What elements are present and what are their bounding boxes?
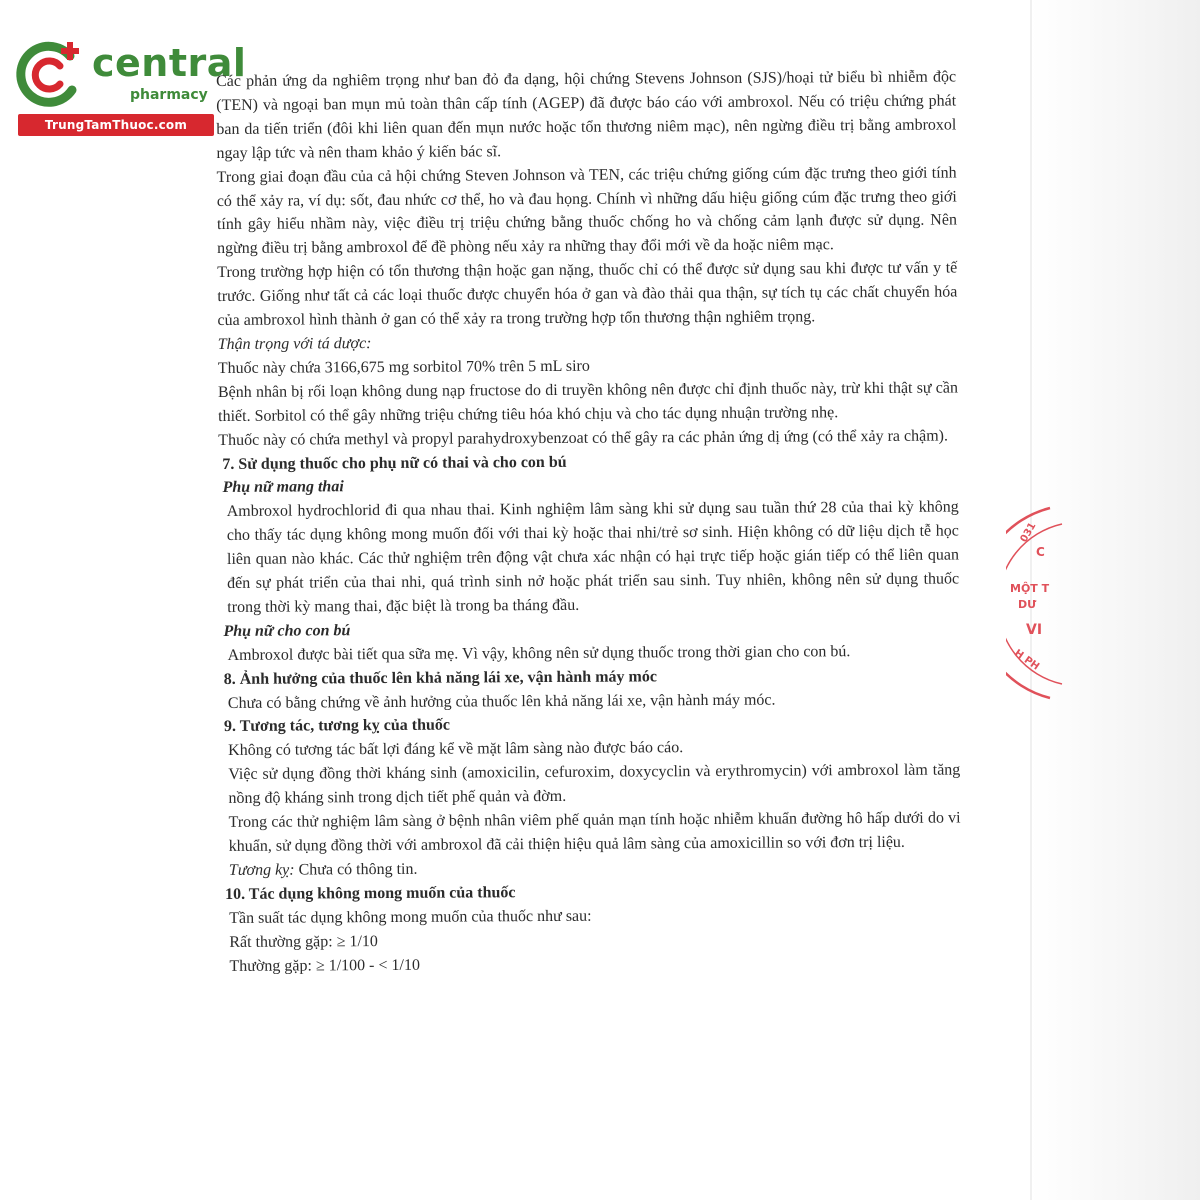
excipient-caution-title: Thận trọng với tá dược: — [217, 335, 372, 353]
stamp-text-2: C — [1036, 545, 1045, 559]
logo-name: central — [92, 41, 247, 85]
subheading-lactation: Phụ nữ cho con bú — [223, 622, 351, 640]
paragraph-frequency-intro: Tần suất tác dụng không mong muốn của thuốc như sau: — [229, 907, 592, 927]
paragraph-driving: Chưa có bằng chứng về ảnh hưởng của thuốc lên khả năng lái xe, vận hành máy móc. — [227, 691, 776, 712]
heading-adverse-effects: 10. Tác dụng không mong muốn của thuốc — [224, 883, 516, 903]
stamp-text-3: MỘT T — [1010, 582, 1050, 595]
stamp-text-6: H PH — [1012, 647, 1042, 673]
stamp-text-4: DƯ — [1018, 598, 1037, 611]
paragraph-pregnancy: Ambroxol hydrochlorid đi qua nhau thai. Kinh nghiệm lâm sàng khi sử dụng sau tuần thứ 28 của thai kỳ không cho thấy tác dụng không mong muốn đối với thai kỳ hoặc thai nhi/trẻ sơ sinh. Hiện không có dữ liệu dịch tễ học liên quan nào khác. Các thử nghiệm trên động vật chưa xác nhận có hại trực tiếp hoặc gián tiếp có thể liên quan đến sự phát triển của thai nhi, quá trình sinh nở hoặc phát triển sau sinh. Tuy nhiên, không nên sử dụng thuốc trong thời kỳ mang thai, đặc biệt là trong ba tháng đầu. — [226, 498, 960, 616]
logo-url-badge[interactable]: TrungTamThuoc.com — [18, 114, 214, 136]
paragraph-skin-reactions: Các phản ứng da nghiêm trọng như ban đỏ đa dạng, hội chứng Stevens Johnson (SJS)/hoại tử biểu bì nhiễm độc (TEN) và ngoại ban mụn mủ toàn thân cấp tính (AGEP) đã được báo cáo với ambroxol. Nếu có triệu chứng phát ban da tiến triển (đôi khi liên quan đến mụn nước hoặc tổn thương niêm mạc), nên ngừng điều trị bằng ambroxol ngay lập tức và nên tham khảo ý kiến bác sĩ. — [216, 68, 957, 162]
paragraph-parahydroxybenzoate: Thuốc này có chứa methyl và propyl parahydroxybenzoat có thể gây ra các phản ứng dị ứng (có thể xảy ra chậm). — [218, 427, 949, 449]
paragraph-fructose: Bệnh nhân bị rối loạn không dung nạp fructose do di truyền không nên được chỉ định thuốc này, trừ khi thật sự cần thiết. Sorbitol có thể gây những triệu chứng tiêu hóa khó chịu và cho tác dụng nhuận trường nhẹ. — [217, 379, 959, 425]
central-pharmacy-logo — [8, 34, 247, 136]
document-body — [216, 65, 962, 978]
paragraph-clinical-trials: Trong các thử nghiệm lâm sàng ở bệnh nhân viêm phế quản mạn tính hoặc nhiễm khuẩn đường hô hấp dưới do vi khuẩn, sử dụng đồng thời với ambroxol đã cải thiện hiệu quả lâm sàng của amoxicillin so với đơn trị liệu. — [228, 809, 961, 855]
heading-driving: 8. Ảnh hưởng của thuốc lên khả năng lái xe, vận hành máy móc — [223, 667, 657, 688]
paragraph-sorbitol: Thuốc này chứa 3166,675 mg sorbitol 70% trên 5 mL siro — [217, 357, 590, 377]
stamp-text-1: 031 — [1018, 520, 1039, 545]
logo-subtitle: pharmacy — [130, 87, 208, 103]
incompatibility-text: Chưa có thông tin. — [294, 860, 418, 879]
paragraph-no-interactions: Không có tương tác bất lợi đáng kể về mặt lâm sàng nào được báo cáo. — [228, 739, 684, 760]
heading-interactions: 9. Tương tác, tương kỵ của thuốc — [223, 717, 451, 736]
subheading-pregnancy: Phụ nữ mang thai — [222, 478, 344, 497]
stamp-text-5: VI — [1026, 622, 1043, 638]
paragraph-flu-symptoms: Trong giai đoạn đầu của cả hội chứng Steven Johnson và TEN, các triệu chứng giống cúm đặc trưng theo giới tính có thể xảy ra, ví dụ: sốt, đau nhức cơ thể, ho và đau họng. Chính vì những dấu hiệu giống cúm đặc trưng theo giới tính gây hiểu nhầm này, việc điều trị triệu chứng bằng thuốc chống ho và chống cảm lạnh được sử dụng. Nên ngừng điều trị bằng ambroxol để đề phòng nếu xảy ra những thay đổi mới về da hoặc niêm mạc. — [216, 164, 957, 258]
paragraph-lactation: Ambroxol được bài tiết qua sữa mẹ. Vì vậy, không nên sử dụng thuốc trong thời gian cho con bú. — [227, 642, 851, 664]
official-stamp — [1006, 498, 1066, 708]
paragraph-antibiotics: Việc sử dụng đồng thời kháng sinh (amoxicilin, cefuroxim, doxycyclin và erythromycin) với ambroxol làm tăng nồng độ kháng sinh trong dịch tiết phế quản và đờm. — [228, 761, 961, 808]
heading-pregnancy-lactation: 7. Sử dụng thuốc cho phụ nữ có thai và cho con bú — [222, 453, 567, 473]
paragraph-renal-hepatic: Trong trường hợp hiện có tổn thương thận hoặc gan nặng, thuốc chỉ có thể được sử dụng sau khi được tư vấn y tế trước. Giống như tất cả các loại thuốc được chuyển hóa ở gan và đào thải qua thận, sự tích tụ các chất chuyển hóa của ambroxol hình thành ở gan có thể xảy ra trong trường hợp tổn thương thận nghiêm trọng. — [217, 259, 958, 330]
incompatibility-label: Tương kỵ: — [228, 861, 295, 879]
central-pharmacy-logo-icon — [12, 38, 84, 110]
frequency-common: Thường gặp: ≥ 1/100 - < 1/10 — [229, 956, 421, 975]
frequency-very-common: Rất thường gặp: ≥ 1/10 — [229, 932, 378, 951]
